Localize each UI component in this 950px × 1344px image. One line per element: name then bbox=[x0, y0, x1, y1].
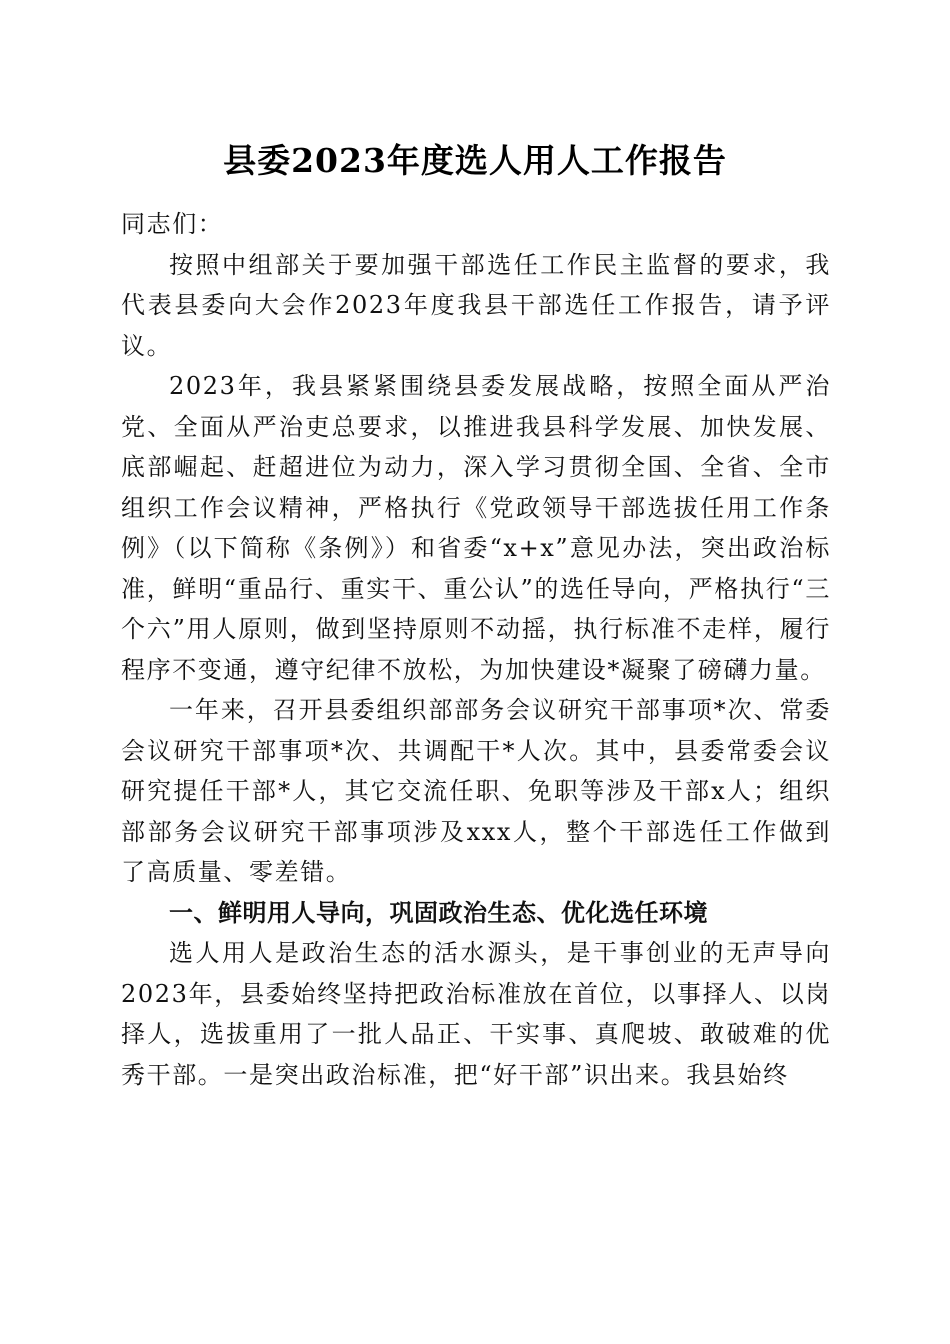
section-heading: 一、鲜明用人导向，巩固政治生态、优化选任环境 bbox=[169, 898, 708, 927]
paragraph-statistics: 一年来，召开县委组织部部务会议研究干部事项*次、常委会议研究干部事项*次、共调配干*人次。其中，县委常委会议研究提任干部*人，其它交流任职、免职等涉及干部x人；组织部部务会议研究干部事项涉及xxx人，整个干部选任工作做到了高质量、零差错。 bbox=[121, 696, 831, 886]
document-title: 县委2023年度选人用人工作报告 bbox=[223, 141, 727, 180]
paragraph-overview: 2023年，我县紧紧围绕县委发展战略，按照全面从严治党、全面从严治吏总要求，以推进我县科学发展、加快发展、底部崛起、赶超进位为动力，深入学习贯彻全国、全省、全市组织工作会议精神，严格执行《党政领导干部选拔任用工作条例》（以下简称《条例》）和省委“x+x”意见办法，突出政治标准，鲜明“重品行、重实干、重公认”的选任导向，严格执行“三个六”用人原则，做到坚持原则不动摇，执行标准不走样，履行程序不变通，遵守纪律不放松，为加快建设*凝聚了磅礴力量。 bbox=[121, 372, 831, 684]
document-body bbox=[121, 204, 831, 1095]
paragraph-intro: 按照中组部关于要加强干部选任工作民主监督的要求，我代表县委向大会作2023年度我县干部选任工作报告，请予评议。 bbox=[121, 250, 831, 360]
salutation: 同志们： bbox=[121, 210, 224, 238]
section-paragraph: 选人用人是政治生态的活水源头，是干事创业的无声导向2023年，县委始终坚持把政治标准放在首位，以事择人、以岗择人，选拔重用了一批人品正、干实事、真爬坡、敢破难的优秀干部。一是突出政治标准，把“好干部”识出来。我县始终 bbox=[121, 939, 831, 1089]
